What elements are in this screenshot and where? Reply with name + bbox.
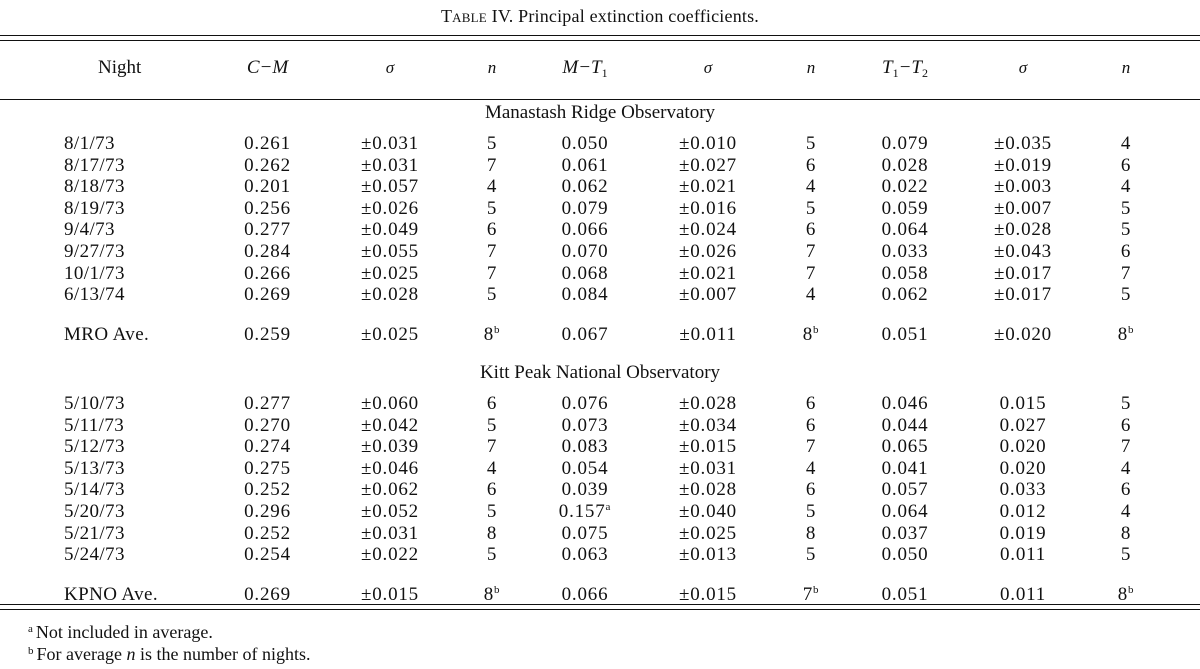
- cell-n-3: 6: [1120, 414, 1132, 436]
- cell-sigma-3: ±0.020: [994, 324, 1052, 346]
- cell-t1-minus-t2: 0.022: [881, 176, 929, 198]
- cell-n-2: 7: [805, 262, 817, 284]
- cell-n-1: 5: [486, 197, 498, 219]
- bottom-rule: [0, 604, 1200, 605]
- bottom-rule-second: [0, 609, 1200, 610]
- cell-sigma-3: 0.033: [999, 479, 1047, 501]
- cell-c-minus-m: 0.269: [244, 584, 291, 606]
- cell-sigma-2: ±0.040: [679, 501, 737, 522]
- cell-sigma-2: ±0.021: [679, 176, 737, 198]
- cell-n-1: 7: [486, 436, 498, 458]
- cell-night: 5/11/73: [64, 414, 125, 436]
- cell-n-3: 7: [1120, 436, 1132, 458]
- cell-n-1: 7: [486, 154, 498, 176]
- header-n-1: n: [487, 58, 497, 77]
- cell-n-2: 5: [805, 133, 817, 154]
- footnote-a: $^a$ Not included in average.: [28, 622, 213, 642]
- cell-night: 9/27/73: [64, 241, 125, 262]
- cell-sigma-3: ±0.003: [994, 176, 1052, 198]
- cell-n-2: 5: [805, 197, 817, 219]
- cell-c-minus-m: 0.201: [244, 176, 291, 198]
- cell-m-minus-t1: 0.068: [561, 262, 609, 284]
- cell-night: 9/4/73: [64, 219, 115, 241]
- footnote-b: $^b$ For average n is the number of nights.: [28, 644, 311, 664]
- header-n-3: n: [1121, 58, 1131, 77]
- cell-t1-minus-t2: 0.062: [881, 284, 929, 306]
- cell-sigma-2: ±0.015: [679, 436, 737, 458]
- cell-sigma-2: ±0.026: [679, 241, 737, 262]
- cell-t1-minus-t2: 0.058: [881, 262, 929, 284]
- cell-sigma-3: ±0.035: [994, 133, 1052, 154]
- cell-sigma-1: ±0.039: [361, 436, 419, 458]
- table-row: [0, 502, 1200, 522]
- cell-sigma-3: 0.012: [999, 501, 1047, 522]
- cell-sigma-2: ±0.024: [679, 219, 737, 241]
- cell-n-1: 7: [486, 241, 498, 262]
- cell-t1-minus-t2: 0.065: [881, 436, 929, 458]
- cell-sigma-3: ±0.017: [994, 262, 1052, 284]
- cell-n-1: 8$^b$: [483, 584, 501, 606]
- cell-night: 5/24/73: [64, 544, 125, 566]
- table-row: [0, 177, 1200, 197]
- cell-sigma-1: ±0.062: [361, 479, 419, 501]
- cell-c-minus-m: 0.259: [244, 324, 291, 346]
- cell-n-2: 4: [805, 284, 817, 306]
- cell-sigma-2: ±0.007: [679, 284, 737, 306]
- cell-night: 8/17/73: [64, 154, 125, 176]
- cell-n-2: 6: [805, 219, 817, 241]
- cell-t1-minus-t2: 0.051: [881, 324, 929, 346]
- table-caption-number: Table IV.: [440, 6, 514, 26]
- table-row: [0, 437, 1200, 457]
- cell-n-2: 7: [805, 241, 817, 262]
- table-row: [0, 416, 1200, 436]
- cell-c-minus-m: 0.252: [244, 479, 291, 501]
- cell-sigma-1: ±0.026: [361, 197, 419, 219]
- cell-t1-minus-t2: 0.044: [881, 414, 929, 436]
- cell-m-minus-t1: 0.063: [561, 544, 609, 566]
- cell-n-3: 4: [1120, 501, 1132, 522]
- cell-night: 5/12/73: [64, 436, 125, 458]
- cell-sigma-1: ±0.060: [361, 393, 419, 414]
- cell-n-1: 7: [486, 262, 498, 284]
- cell-n-2: 7$^b$: [802, 584, 820, 606]
- cell-night: 8/18/73: [64, 176, 125, 198]
- cell-n-3: 5: [1120, 219, 1132, 241]
- cell-m-minus-t1: 0.039: [561, 479, 609, 501]
- cell-sigma-1: ±0.031: [361, 133, 419, 154]
- header-sigma-1: σ: [385, 58, 395, 77]
- header-rule: [0, 99, 1200, 100]
- cell-c-minus-m: 0.284: [244, 241, 291, 262]
- cell-sigma-1: ±0.025: [361, 262, 419, 284]
- cell-n-1: 6: [486, 479, 498, 501]
- cell-n-3: 8$^b$: [1117, 324, 1135, 346]
- cell-average-label: KPNO Ave.: [64, 584, 159, 606]
- cell-t1-minus-t2: 0.033: [881, 241, 929, 262]
- cell-sigma-1: ±0.057: [361, 176, 419, 198]
- cell-c-minus-m: 0.269: [244, 284, 291, 306]
- cell-m-minus-t1: 0.062: [561, 176, 609, 198]
- cell-c-minus-m: 0.252: [244, 522, 291, 544]
- cell-n-3: 8$^b$: [1117, 584, 1135, 606]
- cell-sigma-1: ±0.028: [361, 284, 419, 306]
- cell-c-minus-m: 0.261: [244, 133, 291, 154]
- cell-n-1: 5: [486, 414, 498, 436]
- table-row: [0, 394, 1200, 414]
- cell-sigma-2: ±0.013: [679, 544, 737, 566]
- average-row: [0, 585, 1200, 605]
- cell-sigma-2: ±0.034: [679, 414, 737, 436]
- cell-sigma-3: 0.019: [999, 522, 1047, 544]
- cell-m-minus-t1: 0.157$^a$: [558, 501, 612, 522]
- cell-sigma-1: ±0.025: [361, 324, 419, 346]
- cell-night: 10/1/73: [64, 262, 125, 284]
- cell-average-label: MRO Ave.: [64, 324, 150, 346]
- cell-sigma-1: ±0.052: [361, 501, 419, 522]
- cell-m-minus-t1: 0.073: [561, 414, 609, 436]
- cell-n-3: 4: [1120, 457, 1132, 479]
- cell-m-minus-t1: 0.075: [561, 522, 609, 544]
- cell-sigma-3: ±0.017: [994, 284, 1052, 306]
- cell-sigma-3: 0.020: [999, 457, 1047, 479]
- cell-sigma-2: ±0.025: [679, 522, 737, 544]
- cell-n-2: 8: [805, 522, 817, 544]
- cell-sigma-1: ±0.015: [361, 584, 419, 606]
- cell-night: 5/20/73: [64, 501, 125, 522]
- cell-n-2: 5: [805, 544, 817, 566]
- cell-m-minus-t1: 0.066: [561, 219, 609, 241]
- header-sigma-2: σ: [703, 58, 713, 77]
- cell-n-3: 5: [1120, 393, 1132, 414]
- cell-m-minus-t1: 0.067: [561, 324, 609, 346]
- cell-night: 8/19/73: [64, 197, 125, 219]
- table-row: [0, 220, 1200, 240]
- header-row: [0, 58, 1200, 78]
- cell-m-minus-t1: 0.076: [561, 393, 609, 414]
- cell-n-1: 5: [486, 133, 498, 154]
- cell-c-minus-m: 0.262: [244, 154, 291, 176]
- cell-c-minus-m: 0.296: [244, 501, 291, 522]
- top-rule: [0, 35, 1200, 36]
- cell-t1-minus-t2: 0.079: [881, 133, 929, 154]
- cell-c-minus-m: 0.256: [244, 197, 291, 219]
- cell-sigma-3: ±0.028: [994, 219, 1052, 241]
- cell-c-minus-m: 0.254: [244, 544, 291, 566]
- cell-sigma-2: ±0.027: [679, 154, 737, 176]
- cell-sigma-3: 0.027: [999, 414, 1047, 436]
- cell-sigma-1: ±0.046: [361, 457, 419, 479]
- cell-n-1: 8: [486, 522, 498, 544]
- cell-t1-minus-t2: 0.057: [881, 479, 929, 501]
- cell-sigma-3: ±0.043: [994, 241, 1052, 262]
- table-row: [0, 264, 1200, 284]
- cell-n-1: 6: [486, 219, 498, 241]
- cell-n-3: 6: [1120, 241, 1132, 262]
- cell-n-3: 4: [1120, 176, 1132, 198]
- cell-sigma-1: ±0.022: [361, 544, 419, 566]
- table-row: [0, 285, 1200, 305]
- cell-c-minus-m: 0.275: [244, 457, 291, 479]
- cell-m-minus-t1: 0.054: [561, 457, 609, 479]
- cell-n-3: 8: [1120, 522, 1132, 544]
- table-row: [0, 242, 1200, 262]
- cell-sigma-1: ±0.031: [361, 522, 419, 544]
- cell-m-minus-t1: 0.050: [561, 133, 609, 154]
- cell-sigma-3: 0.011: [999, 584, 1047, 606]
- cell-sigma-2: ±0.031: [679, 457, 737, 479]
- cell-n-3: 4: [1120, 133, 1132, 154]
- cell-m-minus-t1: 0.079: [561, 197, 609, 219]
- cell-sigma-3: ±0.007: [994, 197, 1052, 219]
- cell-sigma-2: ±0.016: [679, 197, 737, 219]
- cell-sigma-1: ±0.031: [361, 154, 419, 176]
- cell-n-3: 5: [1120, 197, 1132, 219]
- cell-night: 6/13/74: [64, 284, 125, 306]
- cell-t1-minus-t2: 0.041: [881, 457, 929, 479]
- header-m-minus-t1: $M-T_1$: [562, 57, 608, 80]
- cell-n-2: 7: [805, 436, 817, 458]
- cell-sigma-3: 0.011: [999, 544, 1047, 566]
- cell-t1-minus-t2: 0.050: [881, 544, 929, 566]
- table-caption-text: Principal extinction coefficients.: [518, 6, 760, 26]
- cell-sigma-1: ±0.055: [361, 241, 419, 262]
- header-c-minus-m: C−M: [246, 57, 289, 78]
- cell-sigma-3: 0.020: [999, 436, 1047, 458]
- cell-n-1: 4: [486, 176, 498, 198]
- table-row: [0, 134, 1200, 154]
- cell-n-1: 8$^b$: [483, 324, 501, 346]
- cell-night: 5/14/73: [64, 479, 125, 501]
- cell-t1-minus-t2: 0.037: [881, 522, 929, 544]
- cell-sigma-1: ±0.042: [361, 414, 419, 436]
- cell-c-minus-m: 0.266: [244, 262, 291, 284]
- cell-n-3: 5: [1120, 544, 1132, 566]
- cell-n-2: 6: [805, 393, 817, 414]
- cell-n-2: 6: [805, 414, 817, 436]
- cell-c-minus-m: 0.277: [244, 219, 291, 241]
- cell-night: 5/21/73: [64, 522, 125, 544]
- table-row: [0, 480, 1200, 500]
- cell-c-minus-m: 0.277: [244, 393, 291, 414]
- cell-n-3: 7: [1120, 262, 1132, 284]
- cell-t1-minus-t2: 0.059: [881, 197, 929, 219]
- cell-sigma-2: ±0.011: [679, 324, 737, 346]
- top-rule-second: [0, 40, 1200, 41]
- cell-n-3: 6: [1120, 479, 1132, 501]
- cell-sigma-3: 0.015: [999, 393, 1047, 414]
- cell-sigma-2: ±0.028: [679, 479, 737, 501]
- cell-n-3: 6: [1120, 154, 1132, 176]
- section-title: Kitt Peak National Observatory: [479, 362, 721, 383]
- cell-sigma-2: ±0.010: [679, 133, 737, 154]
- cell-night: 8/1/73: [64, 133, 115, 154]
- cell-m-minus-t1: 0.070: [561, 241, 609, 262]
- cell-n-2: 5: [805, 501, 817, 522]
- header-night: Night: [98, 57, 142, 78]
- cell-n-2: 4: [805, 457, 817, 479]
- table-row: [0, 524, 1200, 544]
- cell-t1-minus-t2: 0.028: [881, 154, 929, 176]
- table-caption: [0, 6, 1200, 27]
- cell-c-minus-m: 0.270: [244, 414, 291, 436]
- table-row: [0, 199, 1200, 219]
- cell-n-2: 6: [805, 479, 817, 501]
- cell-m-minus-t1: 0.061: [561, 154, 609, 176]
- average-row: [0, 325, 1200, 345]
- cell-n-2: 4: [805, 176, 817, 198]
- cell-sigma-1: ±0.049: [361, 219, 419, 241]
- table-row: [0, 156, 1200, 176]
- cell-c-minus-m: 0.274: [244, 436, 291, 458]
- cell-sigma-3: ±0.019: [994, 154, 1052, 176]
- header-t1-minus-t2: $T_1-T_2$: [882, 57, 928, 80]
- cell-m-minus-t1: 0.066: [561, 584, 609, 606]
- table-row: [0, 459, 1200, 479]
- cell-sigma-2: ±0.028: [679, 393, 737, 414]
- cell-n-1: 5: [486, 501, 498, 522]
- cell-n-1: 5: [486, 284, 498, 306]
- cell-night: 5/10/73: [64, 393, 125, 414]
- cell-n-3: 5: [1120, 284, 1132, 306]
- cell-n-1: 4: [486, 457, 498, 479]
- header-sigma-3: σ: [1018, 58, 1028, 77]
- cell-t1-minus-t2: 0.064: [881, 501, 929, 522]
- cell-m-minus-t1: 0.084: [561, 284, 609, 306]
- cell-n-2: 6: [805, 154, 817, 176]
- section-title: Manastash Ridge Observatory: [484, 102, 716, 123]
- cell-n-2: 8$^b$: [802, 324, 820, 346]
- cell-night: 5/13/73: [64, 457, 125, 479]
- cell-n-1: 6: [486, 393, 498, 414]
- table-row: [0, 545, 1200, 565]
- cell-t1-minus-t2: 0.046: [881, 393, 929, 414]
- cell-t1-minus-t2: 0.051: [881, 584, 929, 606]
- cell-n-1: 5: [486, 544, 498, 566]
- cell-sigma-2: ±0.021: [679, 262, 737, 284]
- header-n-2: n: [806, 58, 816, 77]
- cell-m-minus-t1: 0.083: [561, 436, 609, 458]
- cell-t1-minus-t2: 0.064: [881, 219, 929, 241]
- cell-sigma-2: ±0.015: [679, 584, 737, 606]
